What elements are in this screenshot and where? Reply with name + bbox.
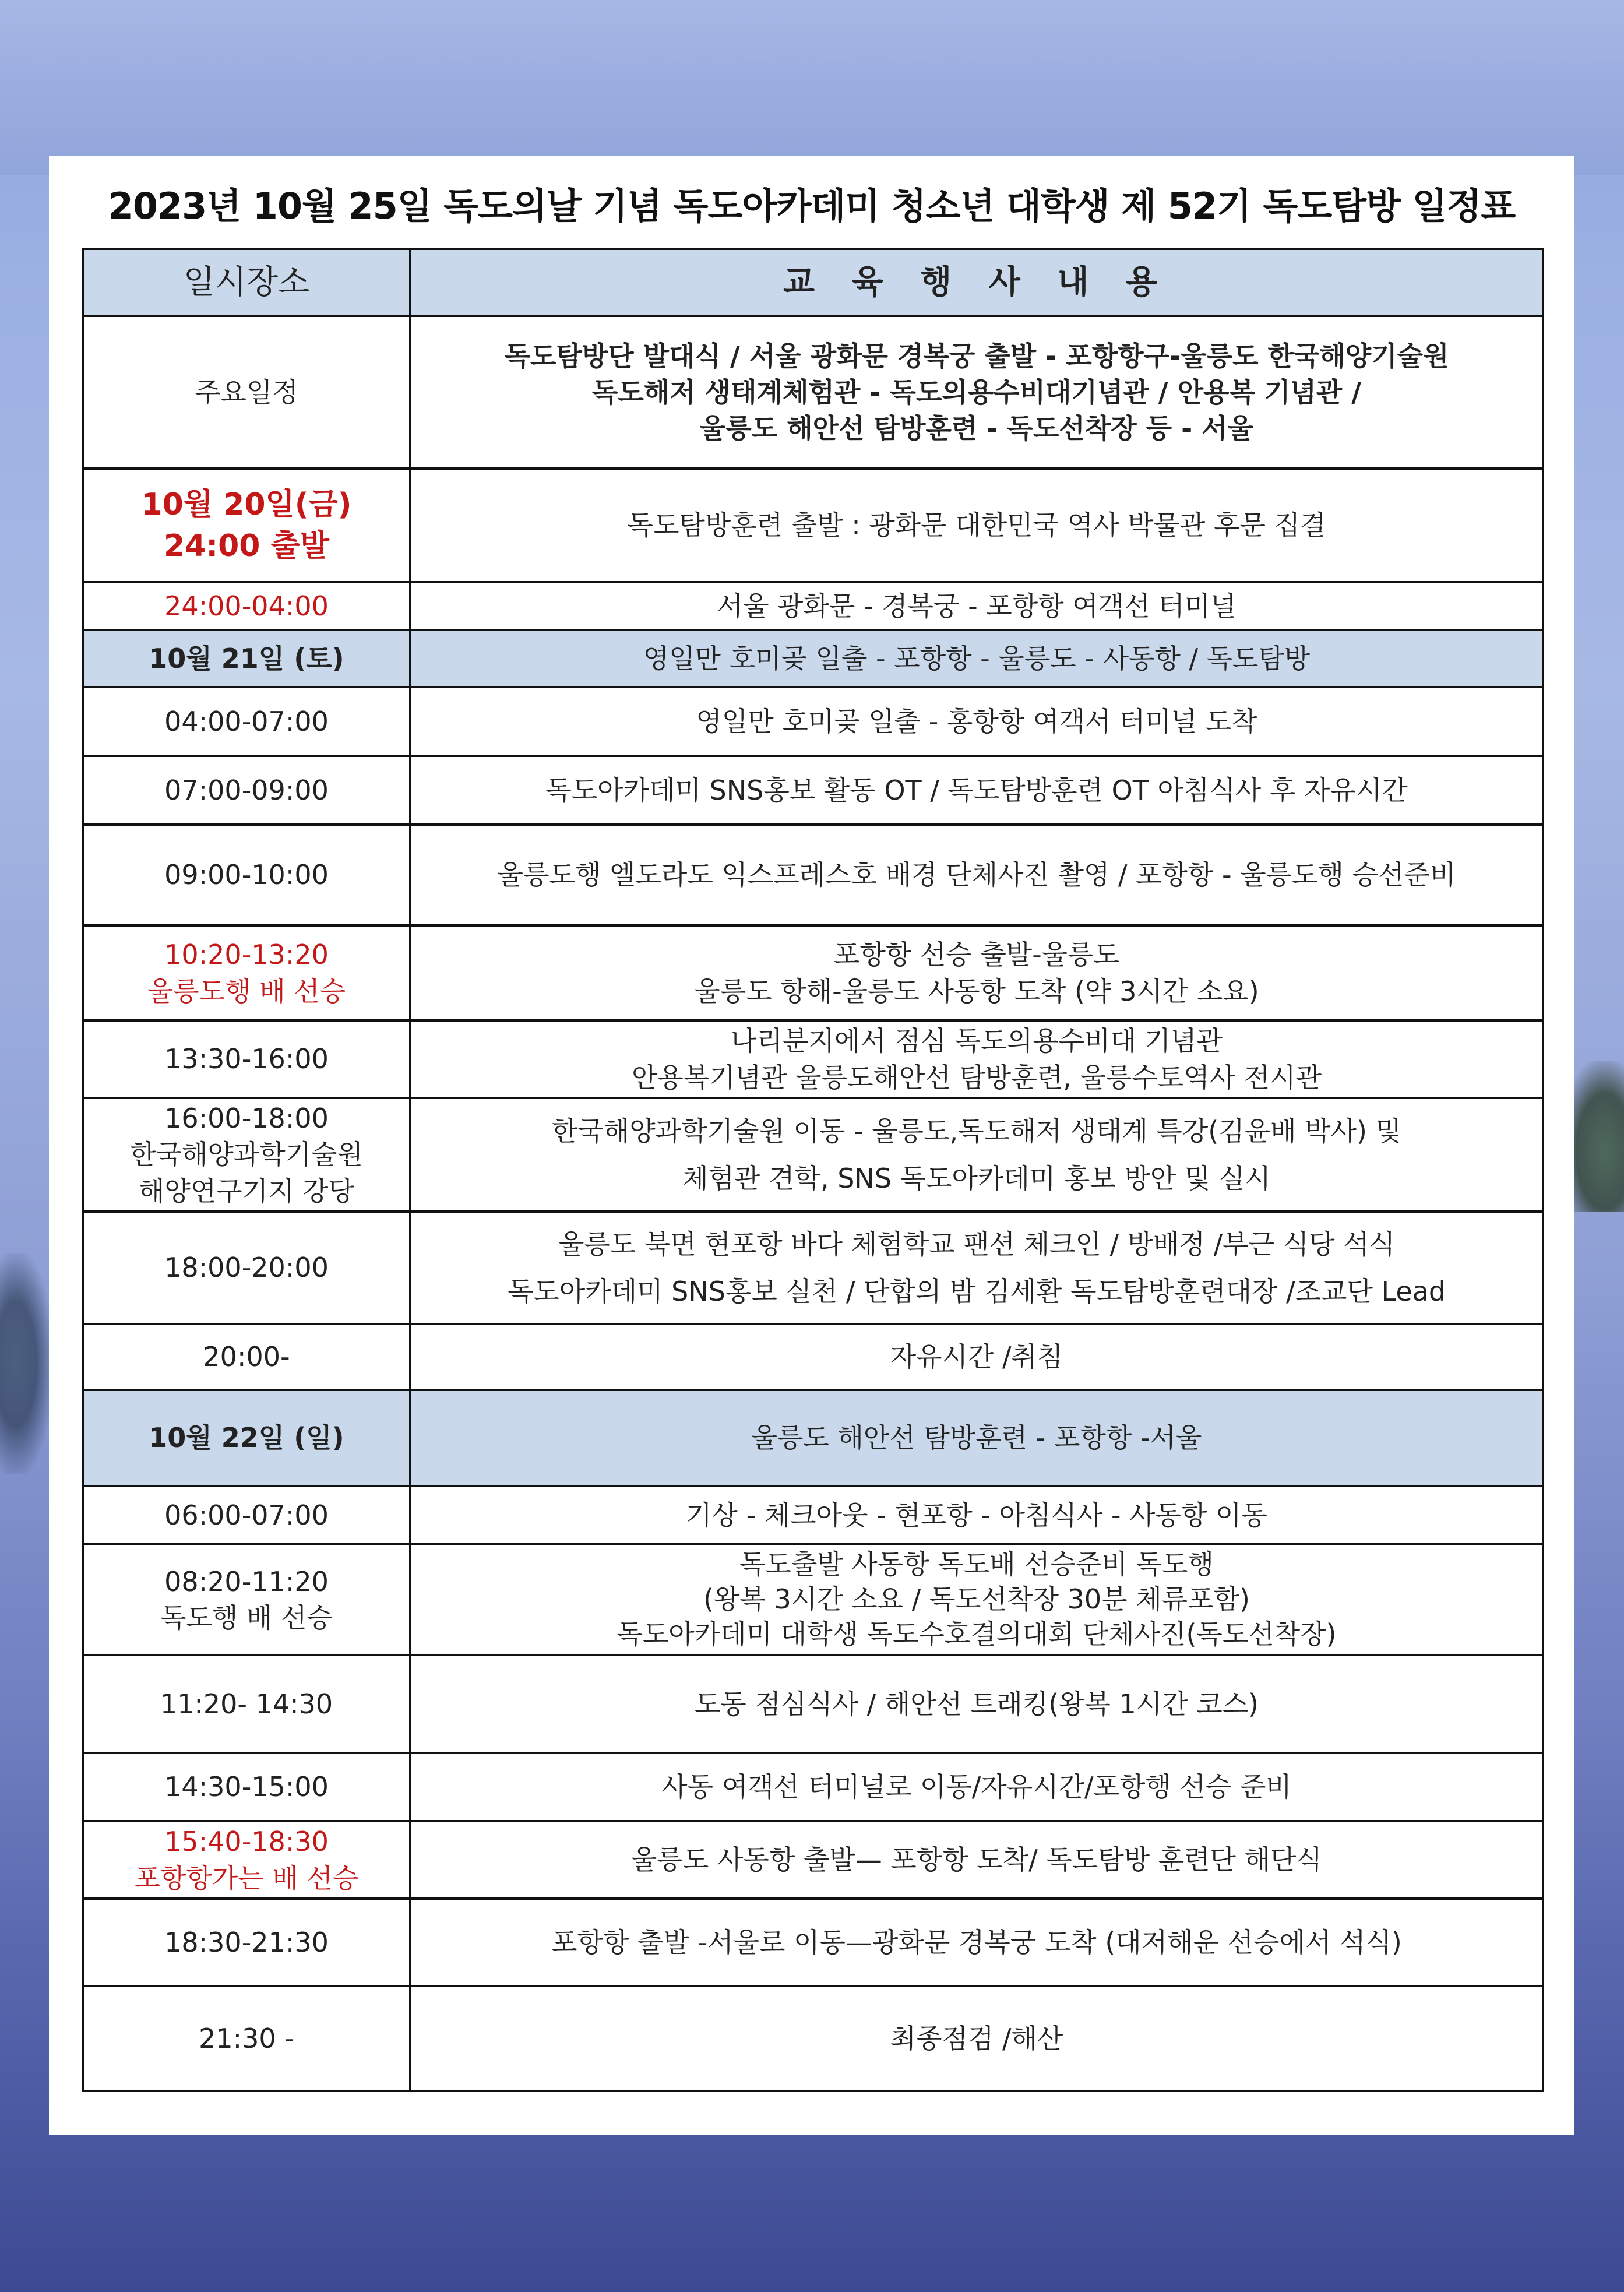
- content-text: 사동 여객선 터미널로 이동/자유시간/포항행 선승 준비: [661, 1771, 1292, 1803]
- content-text: 울릉도행 엘도라도 익스프레스호 배경 단체사진 촬영 / 포항항 - 울릉도행 승선준비: [497, 859, 1456, 891]
- content-cell: [410, 630, 1543, 687]
- content-cell: [410, 825, 1543, 925]
- time-cell: [83, 469, 410, 582]
- table-row: [83, 316, 1543, 469]
- content-text: 체험관 견학, SNS 독도아카데미 홍보 방안 및 실시: [682, 1162, 1271, 1194]
- time-text: 11:20- 14:30: [160, 1688, 333, 1720]
- content-text: 독도아카데미 SNS홍보 실천 / 단합의 밤 김세환 독도탐방훈련대장 /조교단 Lead: [507, 1275, 1446, 1307]
- time-text: 06:00-07:00: [164, 1499, 329, 1531]
- time-text: 울릉도행 배 선승: [147, 975, 346, 1007]
- time-text: 07:00-09:00: [164, 774, 329, 806]
- time-cell: [83, 1020, 410, 1098]
- content-text: 영일만 호미곶 일출 - 홍항항 여객서 터미널 도착: [696, 705, 1257, 737]
- time-text: 24:00 출발: [163, 528, 330, 564]
- content-cell: [410, 582, 1543, 630]
- time-cell: [83, 1899, 410, 1986]
- content-text: 영일만 호미곶 일출 - 포항항 - 울릉도 - 사동항 / 독도탐방: [643, 642, 1311, 674]
- time-cell: [83, 630, 410, 687]
- time-cell: [83, 1655, 410, 1753]
- time-text: 10월 21일 (토): [149, 642, 344, 674]
- time-text: 해양연구기지 강당: [138, 1175, 355, 1207]
- table-row: [83, 469, 1543, 582]
- content-cell: [410, 316, 1543, 469]
- table-row: [83, 1212, 1543, 1324]
- time-text: 13:30-16:00: [164, 1043, 329, 1075]
- time-text: 21:30 -: [199, 2022, 294, 2054]
- content-text: 도동 점심식사 / 해안선 트래킹(왕복 1시간 코스): [694, 1688, 1259, 1720]
- time-cell: [83, 1098, 410, 1212]
- table-row: [83, 756, 1543, 825]
- header-time-place: 일시장소: [83, 249, 410, 316]
- time-cell: [83, 687, 410, 756]
- content-cell: [410, 1821, 1543, 1899]
- time-cell: [83, 1486, 410, 1544]
- content-text: 울릉도 사동항 출발— 포항항 도착/ 독도탐방 훈련단 해단식: [631, 1844, 1322, 1876]
- content-cell: [410, 1390, 1543, 1486]
- content-cell: [410, 1324, 1543, 1390]
- time-text: 주요일정: [195, 376, 298, 408]
- page-title: 2023년 10월 25일 독도의날 기념 독도아카데미 청소년 대학생 제 52기 독도탐방 일정표: [108, 185, 1516, 227]
- time-cell: [83, 1390, 410, 1486]
- content-text: 포항항 선승 출발-울릉도: [833, 939, 1120, 971]
- time-cell: [83, 316, 410, 469]
- table-row: [83, 1655, 1543, 1753]
- content-text: 울릉도 북면 현포항 바다 체험학교 팬션 체크인 / 방배정 /부근 식당 석식: [558, 1228, 1396, 1260]
- content-text: 울릉도 항해-울릉도 사동항 도착 (약 3시간 소요): [694, 975, 1259, 1007]
- time-text: 18:30-21:30: [164, 1926, 329, 1958]
- time-cell: [83, 925, 410, 1020]
- content-cell: [410, 469, 1543, 582]
- time-text: 08:20-11:20: [164, 1565, 329, 1597]
- content-cell: [410, 925, 1543, 1020]
- table-row: [83, 1899, 1543, 1986]
- time-cell: [83, 582, 410, 630]
- table-row: [83, 925, 1543, 1020]
- content-cell: [410, 687, 1543, 756]
- time-text: 15:40-18:30: [164, 1826, 329, 1858]
- content-cell: [410, 1544, 1543, 1655]
- table-row: [83, 1324, 1543, 1390]
- time-text: 10월 22일 (일): [149, 1422, 344, 1454]
- time-text: 20:00-: [203, 1341, 290, 1373]
- content-cell: [410, 756, 1543, 825]
- content-cell: [410, 1212, 1543, 1324]
- time-text: 14:30-15:00: [164, 1771, 329, 1803]
- content-cell: [410, 1655, 1543, 1753]
- content-text: (왕복 3시간 소요 / 독도선착장 30분 체류포함): [703, 1583, 1250, 1615]
- time-cell: [83, 825, 410, 925]
- table-row: [83, 1098, 1543, 1212]
- table-row: [83, 825, 1543, 925]
- schedule-sheet: [49, 156, 1574, 2135]
- time-cell: [83, 1986, 410, 2091]
- content-text: 한국해양과학기술원 이동 - 울릉도,독도해저 생태계 특강(김윤배 박사) 및: [551, 1115, 1402, 1147]
- content-text: 독도해저 생태계체험관 - 독도의용수비대기념관 / 안용복 기념관 /: [591, 376, 1362, 408]
- time-text: 04:00-07:00: [164, 705, 329, 737]
- time-text: 한국해양과학기술원: [130, 1139, 363, 1171]
- content-text: 기상 - 체크아웃 - 현포항 - 아침식사 - 사동항 이동: [686, 1499, 1267, 1531]
- header-content: 교 육 행 사 내 용: [410, 249, 1543, 316]
- time-text: 10월 20일(금): [141, 487, 352, 523]
- content-text: 자유시간 /취침: [890, 1341, 1063, 1373]
- table-row: [83, 687, 1543, 756]
- time-cell: [83, 1324, 410, 1390]
- content-cell: [410, 1020, 1543, 1098]
- table-row: [83, 1986, 1543, 2091]
- time-text: 포항항가는 배 선승: [134, 1862, 359, 1894]
- content-text: 포항항 출발 -서울로 이동—광화문 경복궁 도착 (대저해운 선승에서 석식): [551, 1926, 1402, 1958]
- time-text: 09:00-10:00: [164, 859, 329, 891]
- time-cell: [83, 1212, 410, 1324]
- time-text: 24:00-04:00: [164, 590, 329, 622]
- content-text: 독도출발 사동항 독도배 선승준비 독도행: [739, 1548, 1214, 1580]
- content-text: 독도아카데미 대학생 독도수호결의대회 단체사진(독도선착장): [617, 1618, 1337, 1650]
- content-cell: [410, 1986, 1543, 2091]
- time-text: 독도행 배 선승: [160, 1602, 333, 1633]
- time-text: 10:20-13:20: [164, 939, 329, 971]
- content-text: 울릉도 해안선 탐방훈련 - 포항항 -서울: [751, 1422, 1202, 1454]
- time-cell: [83, 756, 410, 825]
- table-row: [83, 1753, 1543, 1821]
- background-island-left: [0, 1253, 52, 1474]
- table-row: [83, 1020, 1543, 1098]
- time-text: 18:00-20:00: [164, 1252, 329, 1284]
- table-header-row: [83, 249, 1543, 316]
- table-row: [83, 1821, 1543, 1899]
- day-header-row: [83, 1390, 1543, 1486]
- content-cell: [410, 1753, 1543, 1821]
- content-cell: [410, 1899, 1543, 1986]
- content-cell: [410, 1486, 1543, 1544]
- background-sky: [0, 0, 1624, 175]
- schedule-table: [82, 248, 1544, 2092]
- content-text: 울릉도 해안선 탐방훈련 - 독도선착장 등 - 서울: [699, 413, 1254, 445]
- day-header-row: [83, 630, 1543, 687]
- content-text: 독도아카데미 SNS홍보 활동 OT / 독도탐방훈련 OT 아침식사 후 자유시간: [545, 774, 1408, 806]
- content-text: 최종점검 /해산: [890, 2022, 1063, 2054]
- time-cell: [83, 1753, 410, 1821]
- content-text: 나리분지에서 점심 독도의용수비대 기념관: [731, 1025, 1223, 1057]
- time-cell: [83, 1544, 410, 1655]
- table-row: [83, 582, 1543, 630]
- content-text: 독도탐방단 발대식 / 서울 광화문 경복궁 출발 - 포항항구-울릉도 한국해양기술원: [504, 340, 1449, 372]
- time-cell: [83, 1821, 410, 1899]
- content-text: 독도탐방훈련 출발 : 광화문 대한민국 역사 박물관 후문 집결: [627, 509, 1326, 541]
- content-cell: [410, 1098, 1543, 1212]
- table-row: [83, 1544, 1543, 1655]
- time-text: 16:00-18:00: [164, 1103, 329, 1135]
- content-text: 서울 광화문 - 경복궁 - 포항항 여객선 터미널: [717, 590, 1237, 622]
- table-row: [83, 1486, 1543, 1544]
- content-text: 안용복기념관 울릉도해안선 탐방훈련, 울릉수토역사 전시관: [631, 1061, 1322, 1093]
